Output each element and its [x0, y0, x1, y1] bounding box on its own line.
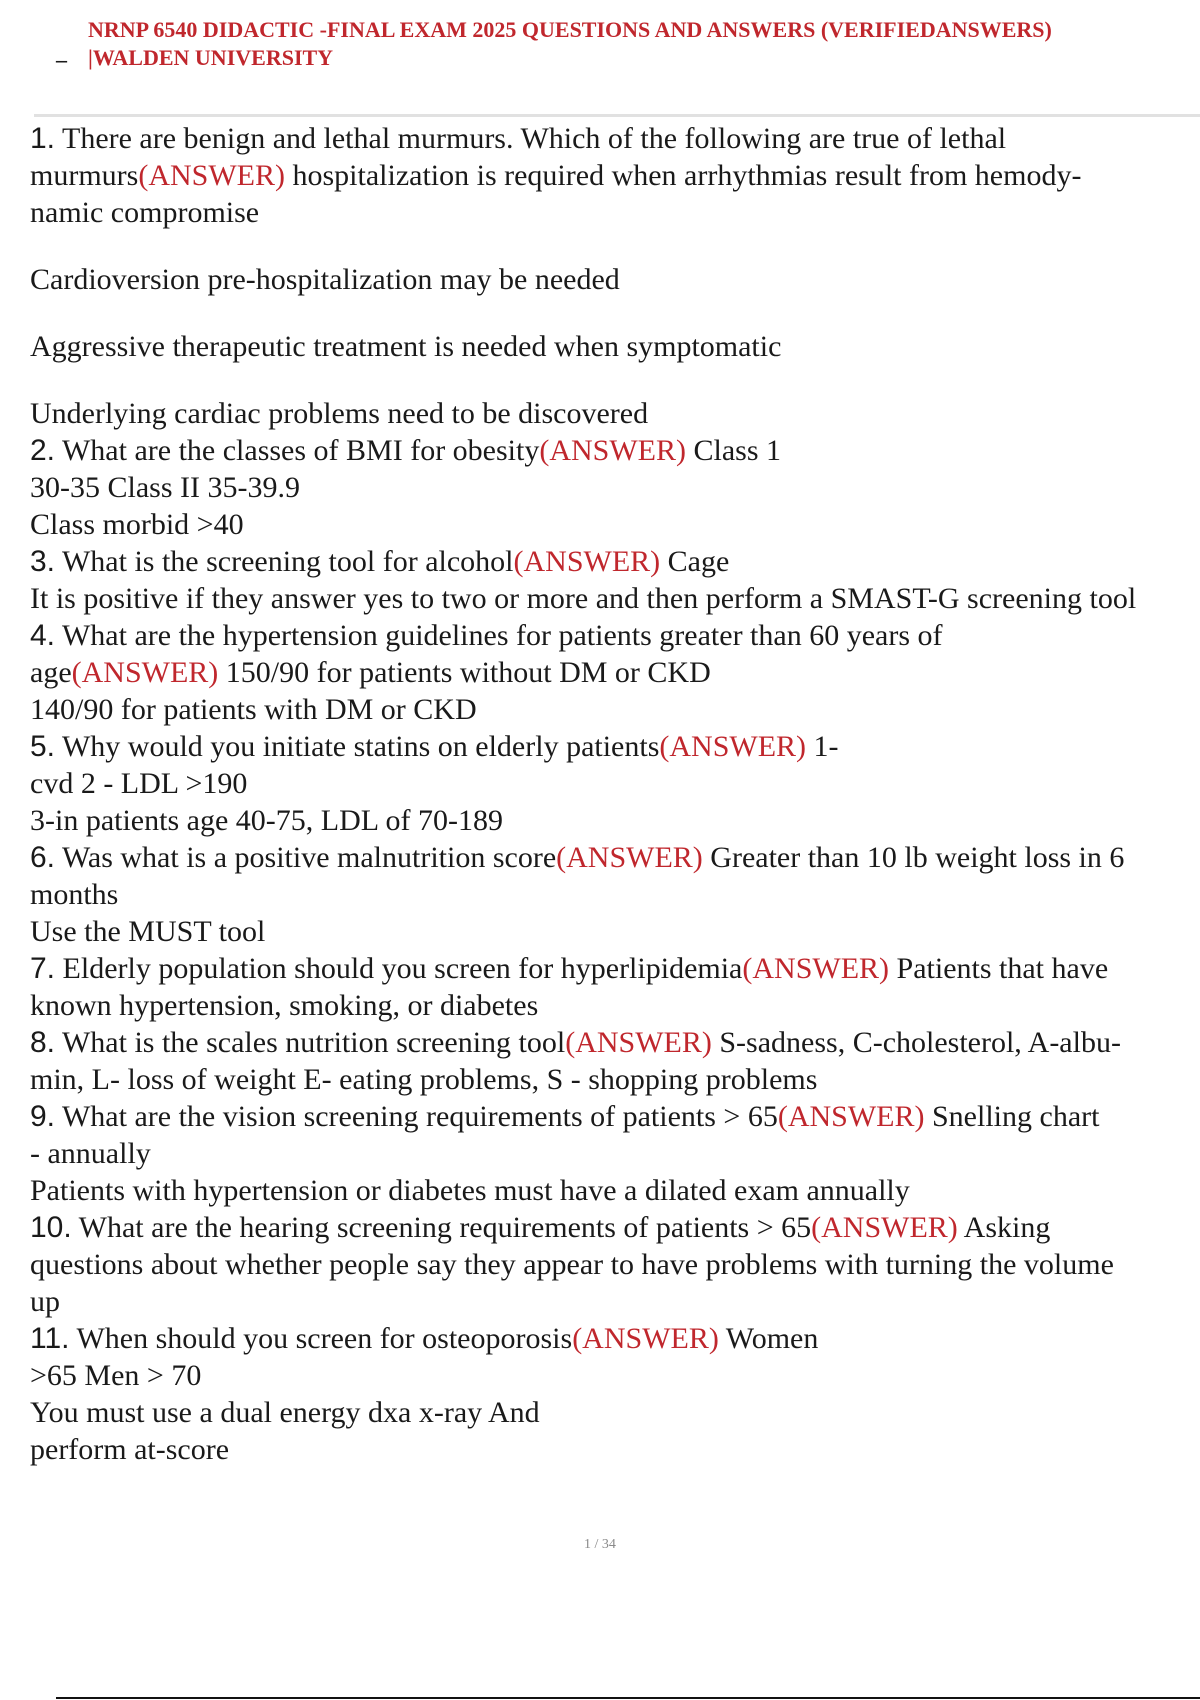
answer-tag: (ANSWER)	[556, 841, 703, 874]
q5-answer-cont: cvd 2 - LDL >190	[30, 767, 248, 800]
q3-answer: Cage	[660, 545, 730, 578]
q4-line-2	[30, 654, 1200, 691]
q11-number: 11.	[30, 1322, 70, 1355]
q10-answer-cont: questions about whether people say they appear to have problems with turning the volume	[30, 1248, 1114, 1281]
q7-line-1	[30, 950, 1200, 987]
q1-line-1	[30, 120, 1200, 157]
q7-number: 7.	[30, 952, 56, 985]
q9-line-1	[30, 1098, 1200, 1135]
q8-answer: S-sadness, C-cholesterol, A-albu-	[711, 1026, 1121, 1059]
q10-line-3	[30, 1283, 1200, 1320]
q6-number: 6.	[30, 841, 56, 874]
q6-question: Was what is a positive malnutrition score	[55, 841, 557, 874]
q4-answer-cont: 140/90 for patients with DM or CKD	[30, 693, 477, 726]
document-header	[56, 16, 1156, 72]
q3-line-1	[30, 543, 1200, 580]
q8-line-1	[30, 1024, 1200, 1061]
q1-point-3	[30, 328, 1200, 365]
q3-answer-cont: It is positive if they answer yes to two or more and then perform a SMAST-G screening tool	[30, 582, 1137, 615]
answer-tag: (ANSWER)	[138, 159, 285, 192]
q1-answer-point: Underlying cardiac problems need to be discovered	[30, 397, 649, 430]
q2-answer-cont: Class morbid >40	[30, 508, 244, 541]
answer-tag: (ANSWER)	[565, 1026, 712, 1059]
q5-line-2	[30, 765, 1200, 802]
q10-question: What are the hearing screening requirements of patients > 65	[71, 1211, 812, 1244]
q7-answer-cont: known hypertension, smoking, or diabetes	[30, 989, 539, 1022]
q1-question-cont: murmurs	[30, 159, 139, 192]
q1-number: 1.	[30, 122, 56, 155]
q1-line-2	[30, 157, 1200, 194]
q2-answer: Class 1	[686, 434, 782, 467]
page-indicator: 1 / 34	[584, 1537, 616, 1552]
header-divider	[34, 114, 1200, 117]
q10-answer: Asking	[957, 1211, 1051, 1244]
q4-question-cont: age	[30, 656, 72, 689]
q11-answer-cont: >65 Men > 70	[30, 1359, 202, 1392]
q1-answer-cont: namic compromise	[30, 196, 260, 229]
q4-line-3	[30, 691, 1200, 728]
q8-answer-cont: min, L- loss of weight E- eating problems, S - shopping problems	[30, 1063, 818, 1096]
q11-line-3	[30, 1394, 1200, 1431]
q1-answer-point: Aggressive therapeutic treatment is needed when symptomatic	[30, 330, 782, 363]
q9-line-2	[30, 1135, 1200, 1172]
q4-number: 4.	[30, 619, 56, 652]
q4-line-1	[30, 617, 1200, 654]
q6-line-2	[30, 876, 1200, 913]
q6-answer: Greater than 10 lb weight loss in 6	[702, 841, 1125, 874]
answer-tag: (ANSWER)	[539, 434, 686, 467]
q5-number: 5.	[30, 730, 56, 763]
q8-number: 8.	[30, 1026, 56, 1059]
answer-tag: (ANSWER)	[742, 952, 890, 985]
q5-line-3	[30, 802, 1200, 839]
q9-answer-cont: - annually	[30, 1137, 151, 1170]
q1-answer: hospitalization is required when arrhythmias result from hemody-	[284, 159, 1082, 192]
answer-tag: (ANSWER)	[513, 545, 661, 578]
q5-answer-cont: 3-in patients age 40-75, LDL of 70-189	[30, 804, 503, 837]
q2-line-3	[30, 506, 1200, 543]
q10-line-2	[30, 1246, 1200, 1283]
q11-line-4	[30, 1431, 1200, 1468]
q7-line-2	[30, 987, 1200, 1024]
q5-question: Why would you initiate statins on elderly patients	[55, 730, 660, 763]
q11-answer: Women	[718, 1322, 819, 1355]
q6-line-1	[30, 839, 1200, 876]
answer-tag: (ANSWER)	[572, 1322, 719, 1355]
q2-line-1	[30, 432, 1200, 469]
q1-point-4	[30, 395, 1200, 432]
q9-line-3	[30, 1172, 1200, 1209]
q5-answer: 1-	[806, 730, 839, 763]
document-subtitle: |WALDEN UNIVERSITY	[88, 45, 334, 70]
answer-tag: (ANSWER)	[71, 656, 219, 689]
q3-line-2	[30, 580, 1200, 617]
q1-answer-point: Cardioversion pre-hospitalization may be needed	[30, 263, 620, 296]
header-dash: –	[56, 47, 67, 72]
q8-question: What is the scales nutrition screening tool	[55, 1026, 566, 1059]
q7-answer: Patients that have	[889, 952, 1109, 985]
q11-line-1	[30, 1320, 1200, 1357]
q6-line-3	[30, 913, 1200, 950]
document-title: NRNP 6540 DIDACTIC -FINAL EXAM 2025 QUESTIONS AND ANSWERS (VERIFIEDANSWERS)	[88, 17, 1052, 42]
q4-question: What are the hypertension guidelines for patients greater than 60 years of	[55, 619, 943, 652]
answer-tag: (ANSWER)	[777, 1100, 925, 1133]
q9-question: What are the vision screening requirements of patients > 65	[55, 1100, 778, 1133]
q6-answer-cont: months	[30, 878, 119, 911]
q1-line-3	[30, 194, 1200, 231]
q10-answer-cont: up	[30, 1285, 60, 1318]
q10-number: 10.	[30, 1211, 72, 1244]
qa-content	[30, 120, 1200, 1468]
q10-line-1	[30, 1209, 1200, 1246]
q6-answer-cont: Use the MUST tool	[30, 915, 266, 948]
q11-line-2	[30, 1357, 1200, 1394]
q1-point-2	[30, 261, 1200, 298]
q8-line-2	[30, 1061, 1200, 1098]
q11-answer-cont: You must use a dual energy dxa x-ray And	[30, 1396, 540, 1429]
q9-number: 9.	[30, 1100, 56, 1133]
q11-question: When should you screen for osteoporosis	[69, 1322, 573, 1355]
q3-question: What is the screening tool for alcohol	[55, 545, 514, 578]
q9-answer: Snelling chart	[924, 1100, 1100, 1133]
q5-line-1	[30, 728, 1200, 765]
q2-number: 2.	[30, 434, 56, 467]
answer-tag: (ANSWER)	[811, 1211, 958, 1244]
q3-number: 3.	[30, 545, 56, 578]
q7-question: Elderly population should you screen for hyperlipidemia	[55, 952, 743, 985]
q2-line-2	[30, 469, 1200, 506]
page-bottom-divider	[56, 1697, 1200, 1699]
q4-answer: 150/90 for patients without DM or CKD	[218, 656, 711, 689]
q9-answer-cont: Patients with hypertension or diabetes must have a dilated exam annually	[30, 1174, 910, 1207]
q2-question: What are the classes of BMI for obesity	[55, 434, 540, 467]
q1-question: There are benign and lethal murmurs. Which of the following are true of lethal	[55, 122, 1007, 155]
q11-answer-cont: perform at-score	[30, 1433, 230, 1466]
q2-answer-cont: 30-35 Class II 35-39.9	[30, 471, 300, 504]
answer-tag: (ANSWER)	[659, 730, 807, 763]
